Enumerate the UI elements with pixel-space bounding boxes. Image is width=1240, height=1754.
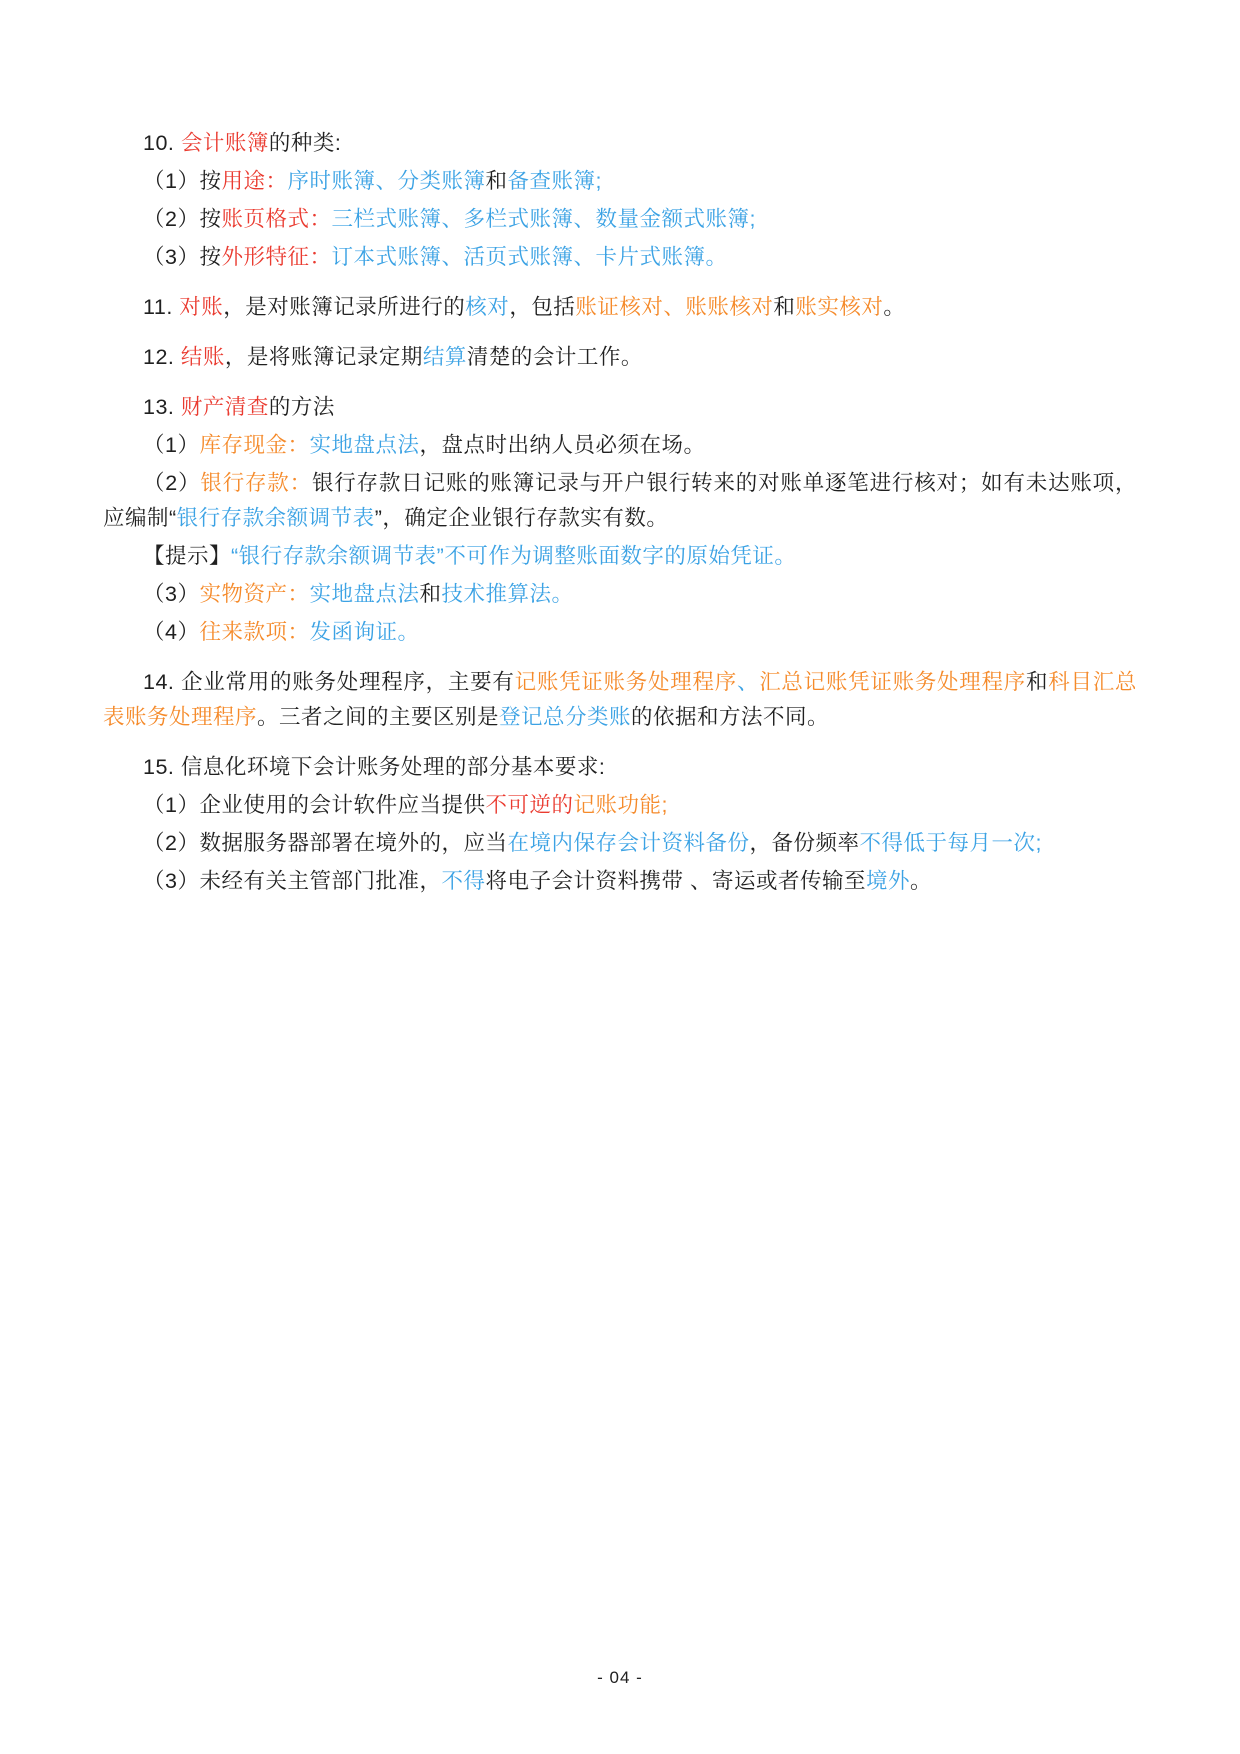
text-run: 10.: [143, 131, 181, 155]
text-run: 账实核对: [795, 295, 884, 319]
text-run: ，是对账簿记录所进行的: [223, 295, 466, 319]
doc-body: [103, 126, 1137, 899]
text-run: 的依据和方法不同。: [631, 705, 830, 729]
text-run: 技术推算法。: [441, 582, 574, 606]
text-run: 账页格式：: [221, 207, 332, 231]
text-run: 将电子会计资料携带 、寄运或者传输至: [485, 869, 866, 893]
text-run: （1）: [143, 433, 200, 457]
text-run: 结账: [180, 345, 225, 369]
text-run: 发函询证。: [309, 620, 420, 644]
text-run: （1）企业使用的会计软件应当提供: [143, 793, 486, 817]
text-run: 实地盘点法: [309, 433, 420, 457]
paragraph: [103, 428, 1137, 463]
text-run: 外形特征：: [221, 245, 332, 269]
text-run: ，盘点时出纳人员必须在场。: [419, 433, 706, 457]
paragraph: [103, 290, 1137, 325]
text-run: 不得: [441, 869, 486, 893]
paragraph: [103, 665, 1137, 735]
paragraph: [103, 126, 1137, 161]
text-run: 。: [883, 295, 906, 319]
text-run: （2）数据服务器部署在境外的，应当: [143, 831, 508, 855]
text-run: 14. 企业常用的账务处理程序，主要有: [143, 670, 515, 694]
text-run: （2）按: [143, 207, 222, 231]
text-run: 三栏式账簿、多栏式账簿、数量金额式账簿;: [331, 207, 756, 231]
text-run: 汇总记账凭证账务处理程序: [759, 670, 1026, 694]
text-run: 对账: [179, 295, 224, 319]
text-run: ，备份频率: [749, 831, 860, 855]
text-run: 和: [485, 169, 508, 193]
page-number: - 04 -: [597, 1668, 643, 1687]
text-run: 银行存款余额调节表: [176, 506, 375, 530]
text-run: 和: [419, 582, 442, 606]
text-run: 记账凭证账务处理程序: [514, 670, 737, 694]
paragraph: [103, 864, 1137, 899]
paragraph: [103, 164, 1137, 199]
text-run: 13.: [143, 395, 181, 419]
text-run: 和: [773, 295, 796, 319]
text-run: 15. 信息化环境下会计账务处理的部分基本要求:: [143, 755, 606, 779]
text-run: 订本式账簿、活页式账簿、卡片式账簿。: [331, 245, 728, 269]
paragraph: [103, 340, 1137, 375]
text-run: 银行存款：: [200, 471, 312, 495]
paragraph: [103, 615, 1137, 650]
text-run: 财产清查: [180, 395, 269, 419]
paragraph: [103, 577, 1137, 612]
text-run: 登记总分类账: [499, 705, 632, 729]
text-run: 库存现金：: [199, 433, 310, 457]
text-run: 账证核对、账账核对: [575, 295, 774, 319]
text-run: 在境内保存会计资料备份: [507, 831, 750, 855]
text-run: （3）未经有关主管部门批准，: [143, 869, 442, 893]
text-run: “银行存款余额调节表”不可作为调整账面数字的原始凭证。: [231, 544, 797, 568]
text-run: 的方法: [268, 395, 335, 419]
paragraph: [103, 826, 1137, 861]
text-run: 备查账簿;: [507, 169, 602, 193]
text-run: （3）: [143, 582, 200, 606]
text-run: 记账功能;: [573, 793, 668, 817]
text-run: 、: [736, 670, 760, 694]
paragraph: [103, 788, 1137, 823]
text-run: （1）按: [143, 169, 222, 193]
paragraph: [103, 202, 1137, 237]
text-run: （4）: [143, 620, 200, 644]
text-run: 用途：: [221, 169, 288, 193]
paragraph: [103, 240, 1137, 275]
text-run: 会计账簿: [180, 131, 269, 155]
text-run: 银行存款日记账的账簿记录与开户银行转来的对账单逐笔进行核对；如有未达账项，应编制“: [103, 471, 1137, 530]
paragraph: [103, 539, 1137, 574]
text-run: 不得低于每月一次;: [859, 831, 1042, 855]
text-run: 。三者之间的主要区别是: [257, 705, 500, 729]
text-run: 科目汇总表账务处理程序: [103, 670, 1137, 729]
text-run: 和: [1026, 670, 1049, 694]
text-run: 。: [909, 869, 932, 893]
text-run: 境外: [865, 869, 910, 893]
text-run: （2）: [143, 471, 201, 495]
text-run: 往来款项：: [199, 620, 310, 644]
text-run: ，是将账簿记录定期: [224, 345, 423, 369]
paragraph: [103, 750, 1137, 785]
text-run: （3）按: [143, 245, 222, 269]
paragraph: [103, 466, 1137, 536]
text-run: 【提示】: [143, 544, 232, 568]
text-run: ，包括: [509, 295, 576, 319]
text-run: 清楚的会计工作。: [466, 345, 643, 369]
paragraph: [103, 390, 1137, 425]
text-run: 核对: [465, 295, 510, 319]
text-run: 实地盘点法: [309, 582, 420, 606]
text-run: 不可逆的: [485, 793, 574, 817]
text-run: 12.: [143, 345, 181, 369]
text-run: 实物资产：: [199, 582, 310, 606]
text-run: 的种类:: [268, 131, 342, 155]
text-run: ”，确定企业银行存款实有数。: [374, 506, 669, 530]
text-run: 结算: [422, 345, 467, 369]
text-run: 11.: [143, 295, 180, 319]
text-run: 序时账簿、分类账簿: [287, 169, 486, 193]
